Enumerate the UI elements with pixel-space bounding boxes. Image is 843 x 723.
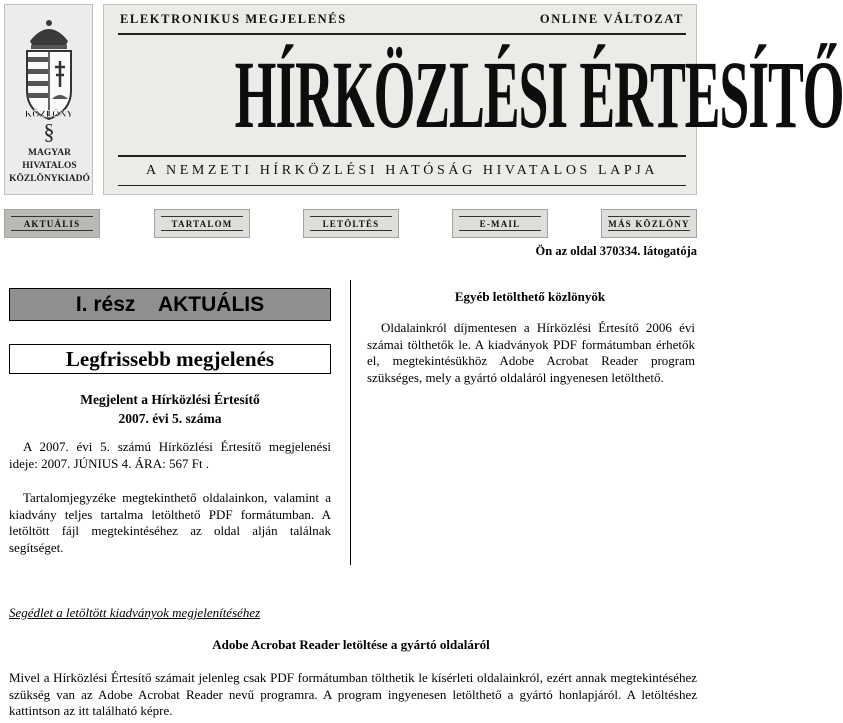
contents-info-paragraph: Tartalomjegyzéke megtekinthető oldalainkon, valamint a kiadvány teljes tartalma letölthető PDF formátumban. A letöltött fájl megtekintéséhez az oldal alján találnak segítséget. [9, 490, 331, 555]
publisher-line: KÖZLÖNYKIADÓ [9, 174, 90, 184]
latest-release-title: Legfrissebb megjelenés [9, 344, 331, 374]
publisher-logo [4, 4, 93, 195]
acrobat-download-heading: Adobe Acrobat Reader letöltése a gyártó oldaláról [212, 637, 490, 652]
hungarian-crest-icon [13, 15, 85, 143]
masthead-subtitle: A NEMZETI HÍRKÖZLÉSI HATÓSÁG HIVATALOS LAPJA [145, 163, 659, 178]
acrobat-info-paragraph: Mivel a Hírközlési Értesítő számait jelenleg csak PDF formátumban tölthetik le kísérleti oldalainkról, ezért annak megtekintéséhez szükség van az Adobe Acrobat Reader nevű programra. A program ingyenesen letölthető a gyártó honlapjáról. A letöltéshez kattintson az itt található képre. [9, 670, 697, 718]
column-divider [350, 280, 351, 565]
visitor-counter: Ön az oldal 370334. látogatója [535, 244, 697, 258]
publisher-line: MAGYAR [28, 148, 71, 158]
other-gazettes-paragraph: Oldalainkról díjmentesen a Hírközlési Értesítő 2006 évi számai tölthetők le. A kiadványok PDF formátumban érhetők el, megtekintésükhöz Adobe Acrobat Reader program szükséges, mely a gyártó oldaláról ingyenesen letölthető. [367, 320, 695, 385]
release-info-paragraph: A 2007. évi 5. számú Hírközlési Értesítő megjelenési ideje: 2007. JÚNIUS 4. ÁRA: 567 Ft . [9, 439, 331, 471]
nav-button-letoltes[interactable]: LETÖLTÉS [303, 209, 399, 238]
section-title-bar: I. rész AKTUÁLIS [9, 288, 331, 321]
nav-button-tartalom[interactable]: TARTALOM [154, 209, 250, 238]
online-caption: ONLINE VÁLTOZAT [539, 12, 684, 26]
banner-captions [120, 12, 684, 27]
publisher-line: HIVATALOS [22, 161, 77, 171]
other-gazettes-heading: Egyéb letölthető közlönyök [454, 289, 606, 304]
nav-button-mas-kozlony[interactable]: MÁS KÖZLÖNY [601, 209, 697, 238]
nav-button-email[interactable]: E-MAIL [452, 209, 548, 238]
publication-issue: 2007. évi 5. száma [118, 411, 222, 426]
help-link[interactable]: Segédlet a letöltött kiadványok megjelenítéséhez [9, 605, 261, 620]
banner-divider [118, 33, 686, 35]
publication-line: Megjelent a Hírközlési Értesítő [80, 392, 260, 407]
banner-divider [118, 155, 686, 157]
emblem-text: KÖZLÖNY [24, 110, 74, 120]
paragraph-symbol: § [43, 119, 55, 144]
publication-heading [9, 390, 331, 428]
publisher-name [5, 147, 94, 186]
nav-button-aktualis[interactable]: AKTUÁLIS [4, 209, 100, 238]
banner-divider [118, 185, 686, 186]
edition-caption: ELEKTRONIKUS MEGJELENÉS [120, 12, 347, 26]
masthead-banner [103, 4, 843, 195]
masthead-title: HÍRKÖZLÉSI ÉRTESÍTŐ [234, 41, 843, 148]
